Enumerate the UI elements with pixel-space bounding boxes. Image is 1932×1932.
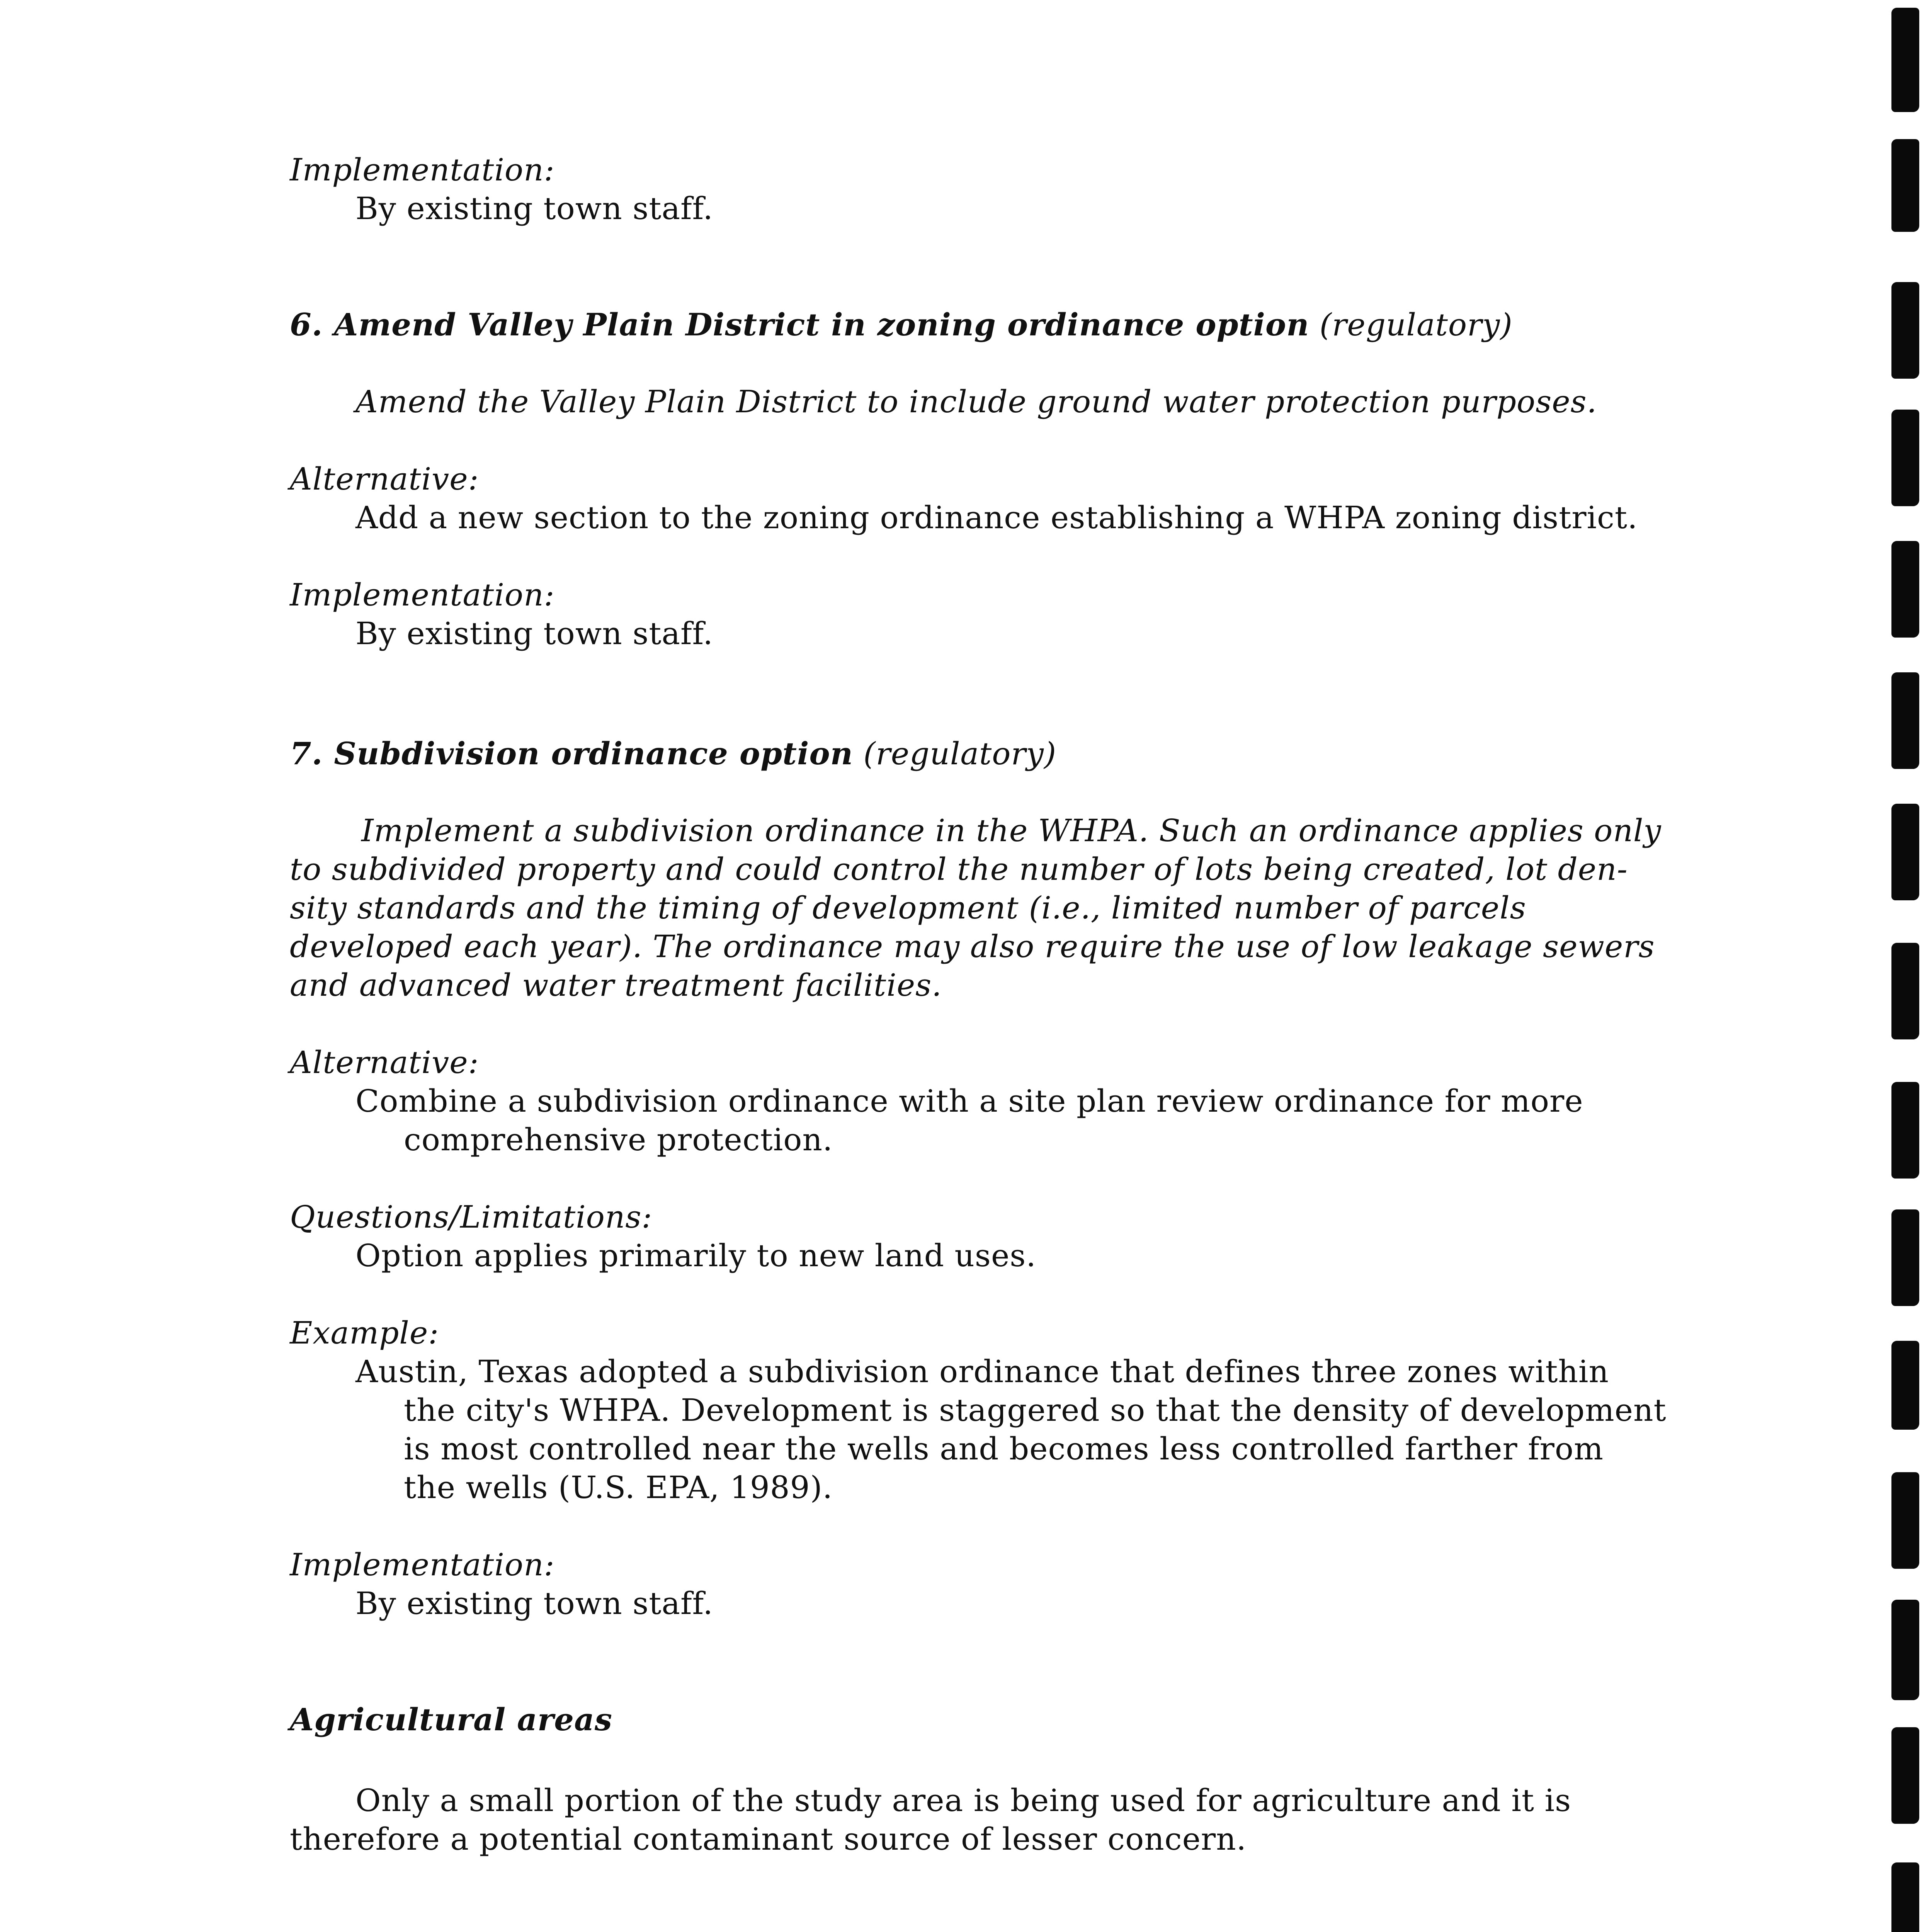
binding-mark bbox=[1891, 139, 1919, 232]
binding-mark bbox=[1891, 804, 1919, 900]
binding-mark bbox=[1891, 410, 1919, 506]
binding-mark bbox=[1891, 672, 1919, 769]
binding-mark bbox=[1891, 282, 1919, 379]
option-6-alternative-text: Add a new section to the zoning ordinance establishing a WHPA zoning district. bbox=[355, 500, 1638, 536]
option-6-heading bbox=[290, 305, 1513, 344]
option-7-description-line: developed each year). The ordinance may also require the use of low leakage sewers bbox=[290, 929, 1655, 964]
option-6-description: Amend the Valley Plain District to include ground water protection purposes. bbox=[355, 384, 1597, 420]
agricultural-text-line: Only a small portion of the study area is being used for agriculture and it is bbox=[355, 1782, 1571, 1818]
option-7-description-line: Implement a subdivision ordinance in the WHPA. Such an ordinance applies only bbox=[361, 813, 1662, 849]
option-6-tag: (regulatory) bbox=[1319, 307, 1513, 343]
option-7-title: 7. Subdivision ordinance option bbox=[290, 735, 853, 772]
binding-mark bbox=[1891, 1209, 1919, 1306]
option-7-example-line: is most controlled near the wells and becomes less controlled farther from bbox=[404, 1431, 1604, 1467]
option-7-alternative-label: Alternative: bbox=[290, 1044, 479, 1080]
binding-mark bbox=[1891, 8, 1919, 112]
option-7-example-line: the wells (U.S. EPA, 1989). bbox=[404, 1469, 833, 1505]
option-7-example-line: Austin, Texas adopted a subdivision ordinance that defines three zones within bbox=[355, 1354, 1609, 1389]
agricultural-areas-title: Agricultural areas bbox=[290, 1701, 612, 1738]
option-7-example-label: Example: bbox=[290, 1315, 439, 1351]
option-6-title: 6. Amend Valley Plain District in zoning ordinance option bbox=[290, 306, 1310, 343]
option-7-heading bbox=[290, 734, 1056, 773]
option-7-description-line: to subdivided property and could control the number of lots being created, lot den- bbox=[290, 851, 1628, 887]
binding-mark bbox=[1891, 1727, 1919, 1824]
implementation-label: Implementation: bbox=[290, 152, 555, 188]
option-7-questions-text: Option applies primarily to new land uses. bbox=[355, 1238, 1036, 1274]
option-7-alternative-line: comprehensive protection. bbox=[404, 1122, 833, 1158]
option-7-example-line: the city's WHPA. Development is staggered so that the density of development bbox=[404, 1392, 1667, 1428]
option-7-tag: (regulatory) bbox=[863, 736, 1057, 772]
option-6-implementation-text: By existing town staff. bbox=[355, 616, 713, 651]
binding-mark bbox=[1891, 943, 1919, 1039]
option-6-alternative-label: Alternative: bbox=[290, 461, 479, 497]
option-7-alternative-line: Combine a subdivision ordinance with a site plan review ordinance for more bbox=[355, 1083, 1583, 1119]
agricultural-text-line: therefore a potential contaminant source of lesser concern. bbox=[290, 1821, 1247, 1857]
binding-mark bbox=[1891, 541, 1919, 638]
option-7-description-line: sity standards and the timing of development (i.e., limited number of parcels bbox=[290, 890, 1526, 926]
binding-mark bbox=[1891, 1082, 1919, 1179]
binding-mark bbox=[1891, 1600, 1919, 1700]
option-7-implementation-text: By existing town staff. bbox=[355, 1585, 713, 1621]
binding-mark bbox=[1891, 1341, 1919, 1430]
option-6-implementation-label: Implementation: bbox=[290, 577, 555, 613]
implementation-text: By existing town staff. bbox=[355, 190, 713, 226]
binding-mark bbox=[1891, 1472, 1919, 1569]
option-7-implementation-label: Implementation: bbox=[290, 1547, 555, 1583]
option-7-questions-label: Questions/Limitations: bbox=[290, 1199, 653, 1235]
option-7-description-line: and advanced water treatment facilities. bbox=[290, 967, 942, 1003]
binding-mark bbox=[1891, 1862, 1919, 1932]
agricultural-areas-heading bbox=[290, 1700, 612, 1739]
